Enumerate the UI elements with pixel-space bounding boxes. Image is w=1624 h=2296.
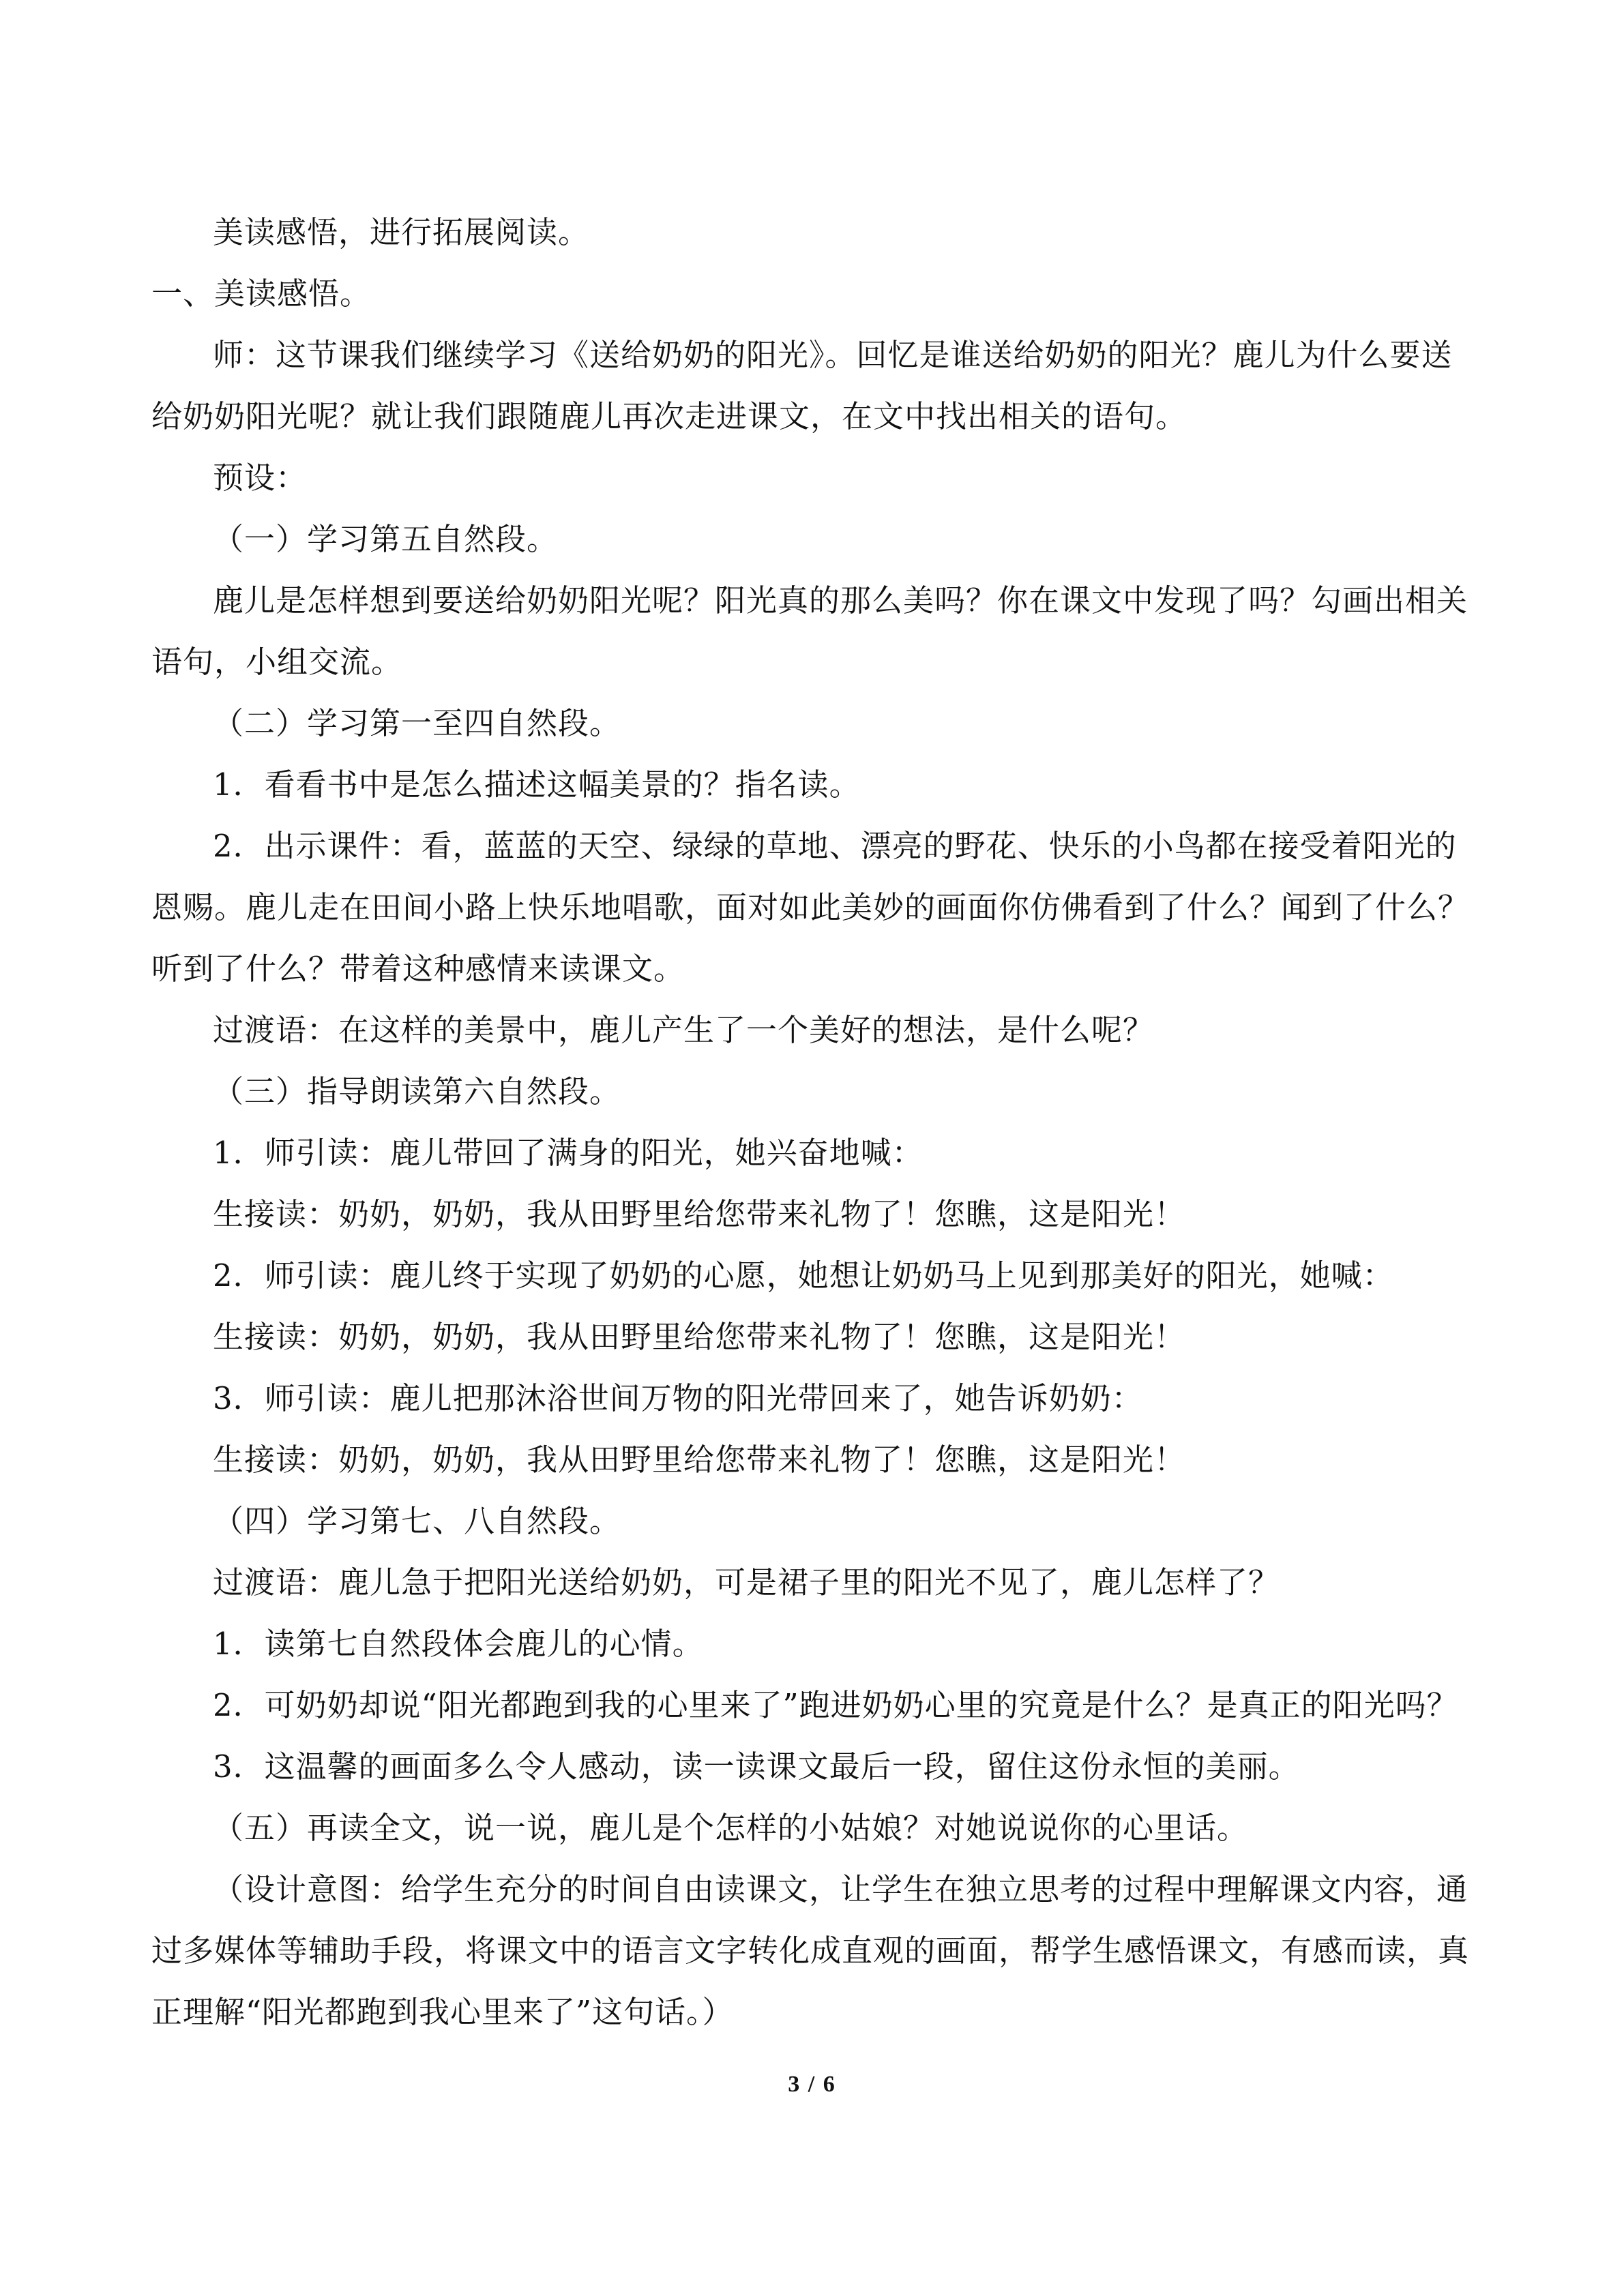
list-item: 2．师引读：鹿儿终于实现了奶奶的心愿，她想让奶奶马上见到那美好的阳光，她喊： xyxy=(213,1257,1394,1294)
list-item: 3．这温馨的画面多么令人感动，读一读课文最后一段，留住这份永恒的美丽。 xyxy=(213,1748,1300,1785)
list-item: 1．师引读：鹿儿带回了满身的阳光，她兴奋地喊： xyxy=(213,1135,924,1171)
paragraph-intro: 美读感悟，进行拓展阅读。 xyxy=(213,214,590,250)
list-item: 2．可奶奶却说“阳光都跑到我的心里来了”跑进奶奶心里的究竟是什么？是真正的阳光吗？ xyxy=(213,1687,1458,1723)
paragraph-transition: 过渡语：在这样的美景中，鹿儿产生了一个美好的想法，是什么呢？ xyxy=(213,1012,1155,1048)
subsection-heading-1: （一）学习第五自然段。 xyxy=(213,521,559,557)
section-heading: 一、美读感悟。 xyxy=(151,275,372,312)
list-item: 1．读第七自然段体会鹿儿的心情。 xyxy=(213,1626,704,1662)
list-item: 3．师引读：鹿儿把那沐浴世间万物的阳光带回来了，她告诉奶奶： xyxy=(213,1380,1143,1416)
subsection-heading-5: （五）再读全文，说一说，鹿儿是个怎样的小姑娘？对她说说你的心里话。 xyxy=(213,1810,1249,1846)
student-response: 生接读：奶奶，奶奶，我从田野里给您带来礼物了！您瞧，这是阳光！ xyxy=(213,1319,1186,1355)
design-intent-note: （设计意图：给学生充分的时间自由读课文，让学生在独立思考的过程中理解课文内容，通过多媒体等辅助手段，将课文中的语言文字转化成直观的画面，帮学生感悟课文，有感而读，真正理解“阳光都跑到我心里来了”这句话。） xyxy=(151,1871,1470,2030)
paragraph-preset: 预设： xyxy=(213,460,308,496)
subsection-heading-4: （四）学习第七、八自然段。 xyxy=(213,1503,621,1539)
paragraph-teacher: 师：这节课我们继续学习《送给奶奶的阳光》。回忆是谁送给奶奶的阳光？鹿儿为什么要送给奶奶阳光呢？就让我们跟随鹿儿再次走进课文，在文中找出相关的语句。 xyxy=(151,337,1453,434)
student-response: 生接读：奶奶，奶奶，我从田野里给您带来礼物了！您瞧，这是阳光！ xyxy=(213,1442,1186,1478)
student-response: 生接读：奶奶，奶奶，我从田野里给您带来礼物了！您瞧，这是阳光！ xyxy=(213,1196,1186,1232)
subsection-heading-2: （二）学习第一至四自然段。 xyxy=(213,705,621,741)
page-number: 3 / 6 xyxy=(788,2072,836,2097)
subsection-heading-3: （三）指导朗读第六自然段。 xyxy=(213,1073,621,1109)
document-body xyxy=(151,202,1480,2043)
paragraph: 鹿儿是怎样想到要送给奶奶阳光呢？阳光真的那么美吗？你在课文中发现了吗？勾画出相关语句，小组交流。 xyxy=(151,582,1468,680)
list-item: 1．看看书中是怎么描述这幅美景的？指名读。 xyxy=(213,766,861,803)
paragraph-transition: 过渡语：鹿儿急于把阳光送给奶奶，可是裙子里的阳光不见了，鹿儿怎样了？ xyxy=(213,1564,1280,1600)
list-item: 2．出示课件：看，蓝蓝的天空、绿绿的草地、漂亮的野花、快乐的小鸟都在接受着阳光的恩赐。鹿儿走在田间小路上快乐地唱歌，面对如此美妙的画面你仿佛看到了什么？闻到了什么？听到了什么？带着这种感情来读课文。 xyxy=(151,828,1470,987)
